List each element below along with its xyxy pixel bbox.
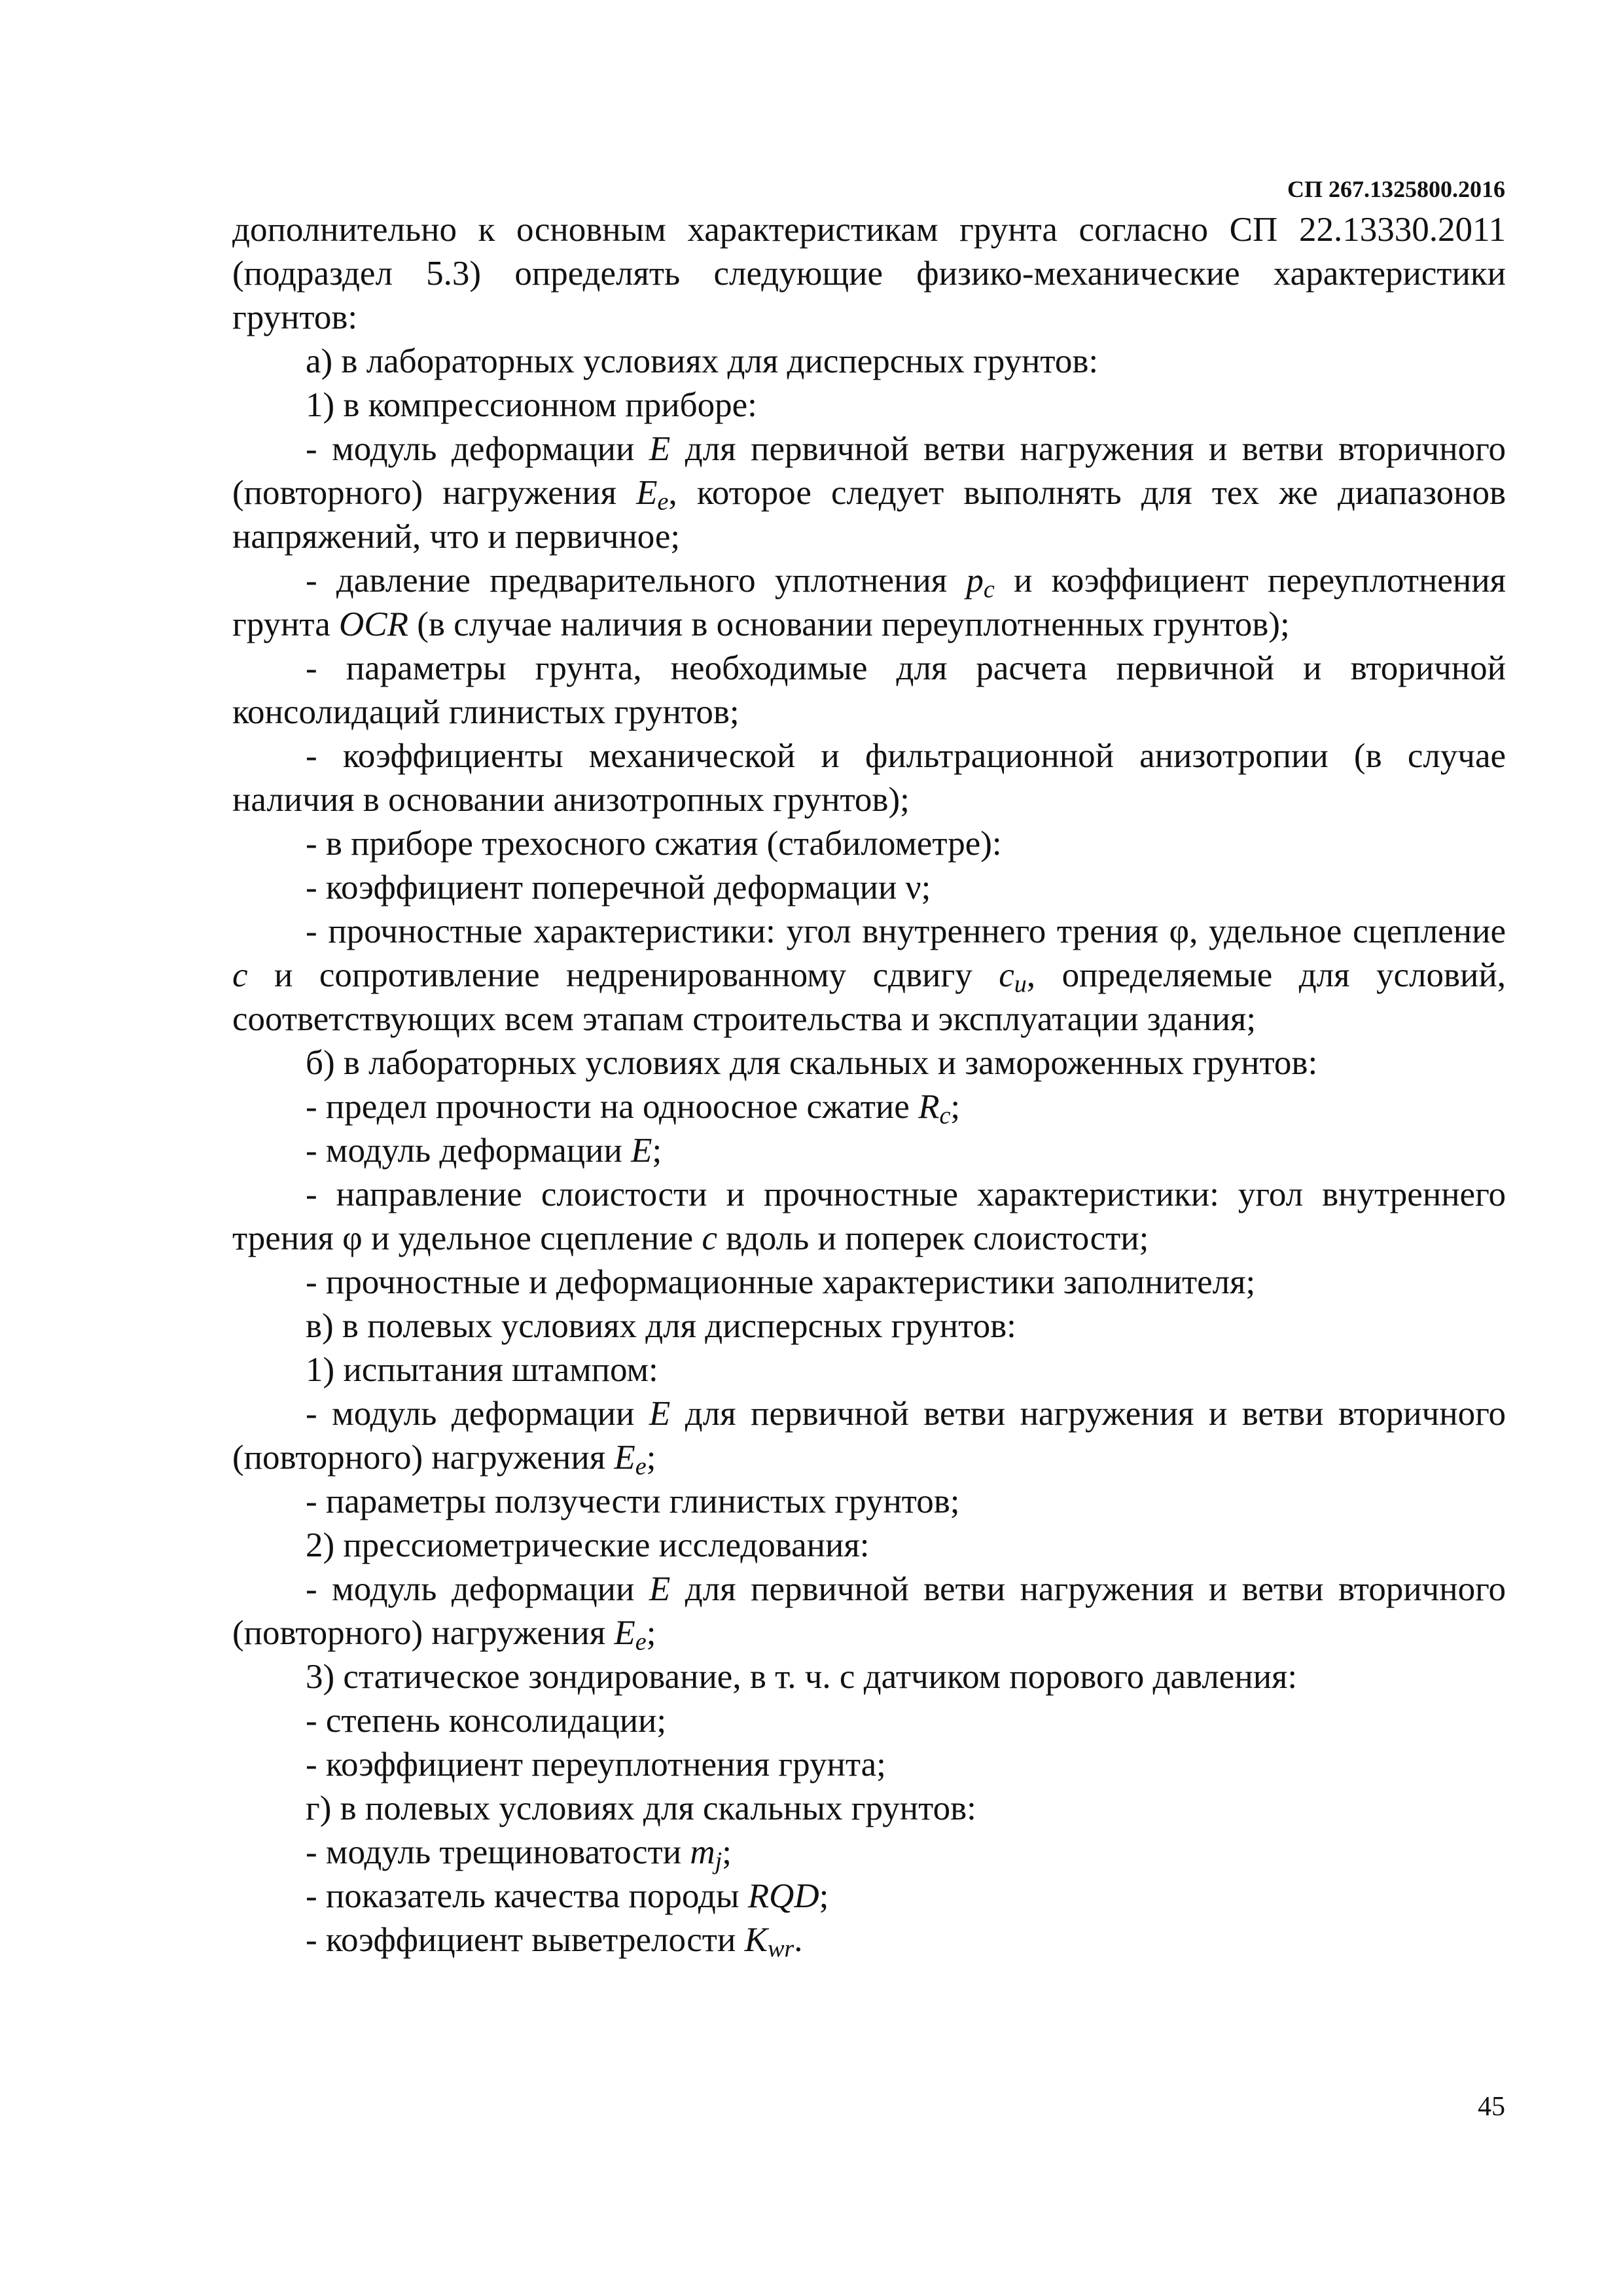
paragraph	[232, 340, 1506, 384]
math-symbol: RQD	[747, 1877, 819, 1915]
text-run: ;	[950, 1088, 961, 1126]
text-run: вдоль и поперек слоистости;	[717, 1219, 1149, 1257]
math-subscript: c	[939, 1102, 951, 1130]
paragraph	[232, 208, 1506, 340]
math-symbol: c	[702, 1219, 717, 1257]
math-subscript: e	[657, 488, 669, 516]
text-run: - коэффициент выветрелости	[306, 1921, 745, 1959]
math-subscript: e	[635, 1452, 647, 1480]
text-run: ;	[646, 1439, 656, 1477]
text-run: (в случае наличия в основании переуплотненных грунтов);	[408, 605, 1290, 643]
math-subscript: wr	[767, 1935, 794, 1963]
paragraph	[232, 734, 1506, 822]
paragraph	[232, 1041, 1506, 1085]
text-run: - в приборе трехосного сжатия (стабилометре):	[306, 825, 1002, 863]
text-run: - модуль деформации	[306, 430, 649, 468]
text-run: г) в полевых условиях для скальных грунтов:	[306, 1789, 976, 1827]
paragraph	[232, 427, 1506, 559]
paragraph	[232, 1699, 1506, 1743]
math-symbol: m	[690, 1833, 715, 1871]
text-run: - прочностные и деформационные характеристики заполнителя;	[306, 1263, 1256, 1301]
text-run: для первичной ветви нагружения и ветви вторичного (повторного) нагружения	[232, 1570, 1506, 1652]
paragraph	[232, 1874, 1506, 1918]
math-subscript: c	[983, 575, 995, 603]
paragraph	[232, 1743, 1506, 1787]
paragraph	[232, 1392, 1506, 1480]
text-run: - давление предварительного уплотнения	[306, 562, 967, 600]
text-run: - модуль деформации	[306, 1132, 632, 1170]
document-code: СП 267.1325800.2016	[1287, 176, 1505, 202]
text-run: и коэффициент переуплотнения грунта	[232, 562, 1506, 643]
text-run: - степень консолидации;	[306, 1702, 667, 1740]
text-run: .	[794, 1921, 803, 1959]
page-number: 45	[1478, 2092, 1505, 2122]
math-symbol: E	[614, 1614, 635, 1652]
paragraph	[232, 1304, 1506, 1348]
text-run: - модуль трещиноватости	[306, 1833, 690, 1871]
paragraph	[232, 1173, 1506, 1261]
text-run: ;	[722, 1833, 732, 1871]
math-symbol: E	[631, 1132, 652, 1170]
text-run: - коэффициент переуплотнения грунта;	[306, 1746, 886, 1784]
math-symbol: E	[649, 1570, 671, 1608]
text-run: в) в полевых условиях для дисперсных грунтов:	[306, 1307, 1016, 1345]
text-run: 1) в компрессионном приборе:	[306, 386, 757, 424]
paragraph	[232, 647, 1506, 734]
text-run: , которое следует выполнять для тех же диапазонов напряжений, что и первичное;	[232, 474, 1506, 556]
text-run: для первичной ветви нагружения и ветви вторичного (повторного) нагружения	[232, 1395, 1506, 1477]
text-run: - коэффициент поперечной деформации ν;	[306, 869, 931, 906]
text-run: - показатель качества породы	[306, 1877, 748, 1915]
text-run: б) в лабораторных условиях для скальных и замороженных грунтов:	[306, 1044, 1318, 1082]
math-symbol: R	[918, 1088, 940, 1126]
text-run: - предел прочности на одноосное сжатие	[306, 1088, 919, 1126]
math-symbol: E	[649, 1395, 671, 1433]
text-run: для первичной ветви нагружения и ветви вторичного (повторного) нагружения	[232, 430, 1506, 512]
text-run: - параметры ползучести глинистых грунтов;	[306, 1482, 960, 1520]
paragraph	[232, 1129, 1506, 1173]
text-run: - модуль деформации	[306, 1395, 649, 1433]
text-run: ;	[819, 1877, 829, 1915]
paragraph	[232, 910, 1506, 1041]
text-run: ;	[646, 1614, 656, 1652]
paragraph	[232, 559, 1506, 647]
paragraph	[232, 822, 1506, 866]
text-run: 2) прессиометрические исследования:	[306, 1526, 870, 1564]
document-body	[232, 208, 1506, 1962]
paragraph	[232, 1348, 1506, 1392]
text-run: ;	[652, 1132, 662, 1170]
math-symbol: c	[232, 956, 248, 994]
text-run: и сопротивление недренированному сдвигу	[247, 956, 999, 994]
paragraph	[232, 866, 1506, 910]
math-symbol: OCR	[339, 605, 408, 643]
text-run: - прочностные характеристики: угол внутреннего трения φ, удельное сцепление	[306, 912, 1506, 950]
text-run: - направление слоистости и прочностные характеристики: угол внутреннего трения φ и удельное сцепление	[232, 1175, 1506, 1257]
text-run: дополнительно к основным характеристикам грунта согласно СП 22.13330.2011 (подраздел 5.3) определять следующие физико-механические характеристики грунтов:	[232, 211, 1506, 336]
text-run: 3) статическое зондирование, в т. ч. с датчиком порового давления:	[306, 1658, 1298, 1696]
text-run: 1) испытания штампом:	[306, 1351, 658, 1389]
text-run: а) в лабораторных условиях для дисперсных грунтов:	[306, 342, 1099, 380]
paragraph	[232, 1085, 1506, 1129]
math-symbol: E	[636, 474, 658, 512]
paragraph	[232, 1480, 1506, 1524]
text-run: - модуль деформации	[306, 1570, 649, 1608]
paragraph	[232, 384, 1506, 427]
math-subscript: j	[715, 1847, 722, 1875]
math-symbol: K	[744, 1921, 768, 1959]
paragraph	[232, 1261, 1506, 1304]
math-symbol: E	[649, 430, 671, 468]
math-symbol: c	[999, 956, 1014, 994]
math-subscript: e	[635, 1628, 647, 1656]
math-symbol: p	[966, 562, 984, 600]
math-symbol: E	[614, 1439, 635, 1477]
math-subscript: u	[1014, 970, 1027, 998]
text-run: - параметры грунта, необходимые для расчета первичной и вторичной консолидаций глинистых грунтов;	[232, 649, 1506, 731]
text-run: - коэффициенты механической и фильтрационной анизотропии (в случае наличия в основании анизотропных грунтов);	[232, 737, 1506, 819]
paragraph	[232, 1655, 1506, 1699]
paragraph	[232, 1918, 1506, 1962]
paragraph	[232, 1524, 1506, 1568]
paragraph	[232, 1787, 1506, 1831]
text-run: , определяемые для условий, соответствующих всем этапам строительства и эксплуатации здания;	[232, 956, 1506, 1038]
paragraph	[232, 1831, 1506, 1874]
paragraph	[232, 1568, 1506, 1655]
